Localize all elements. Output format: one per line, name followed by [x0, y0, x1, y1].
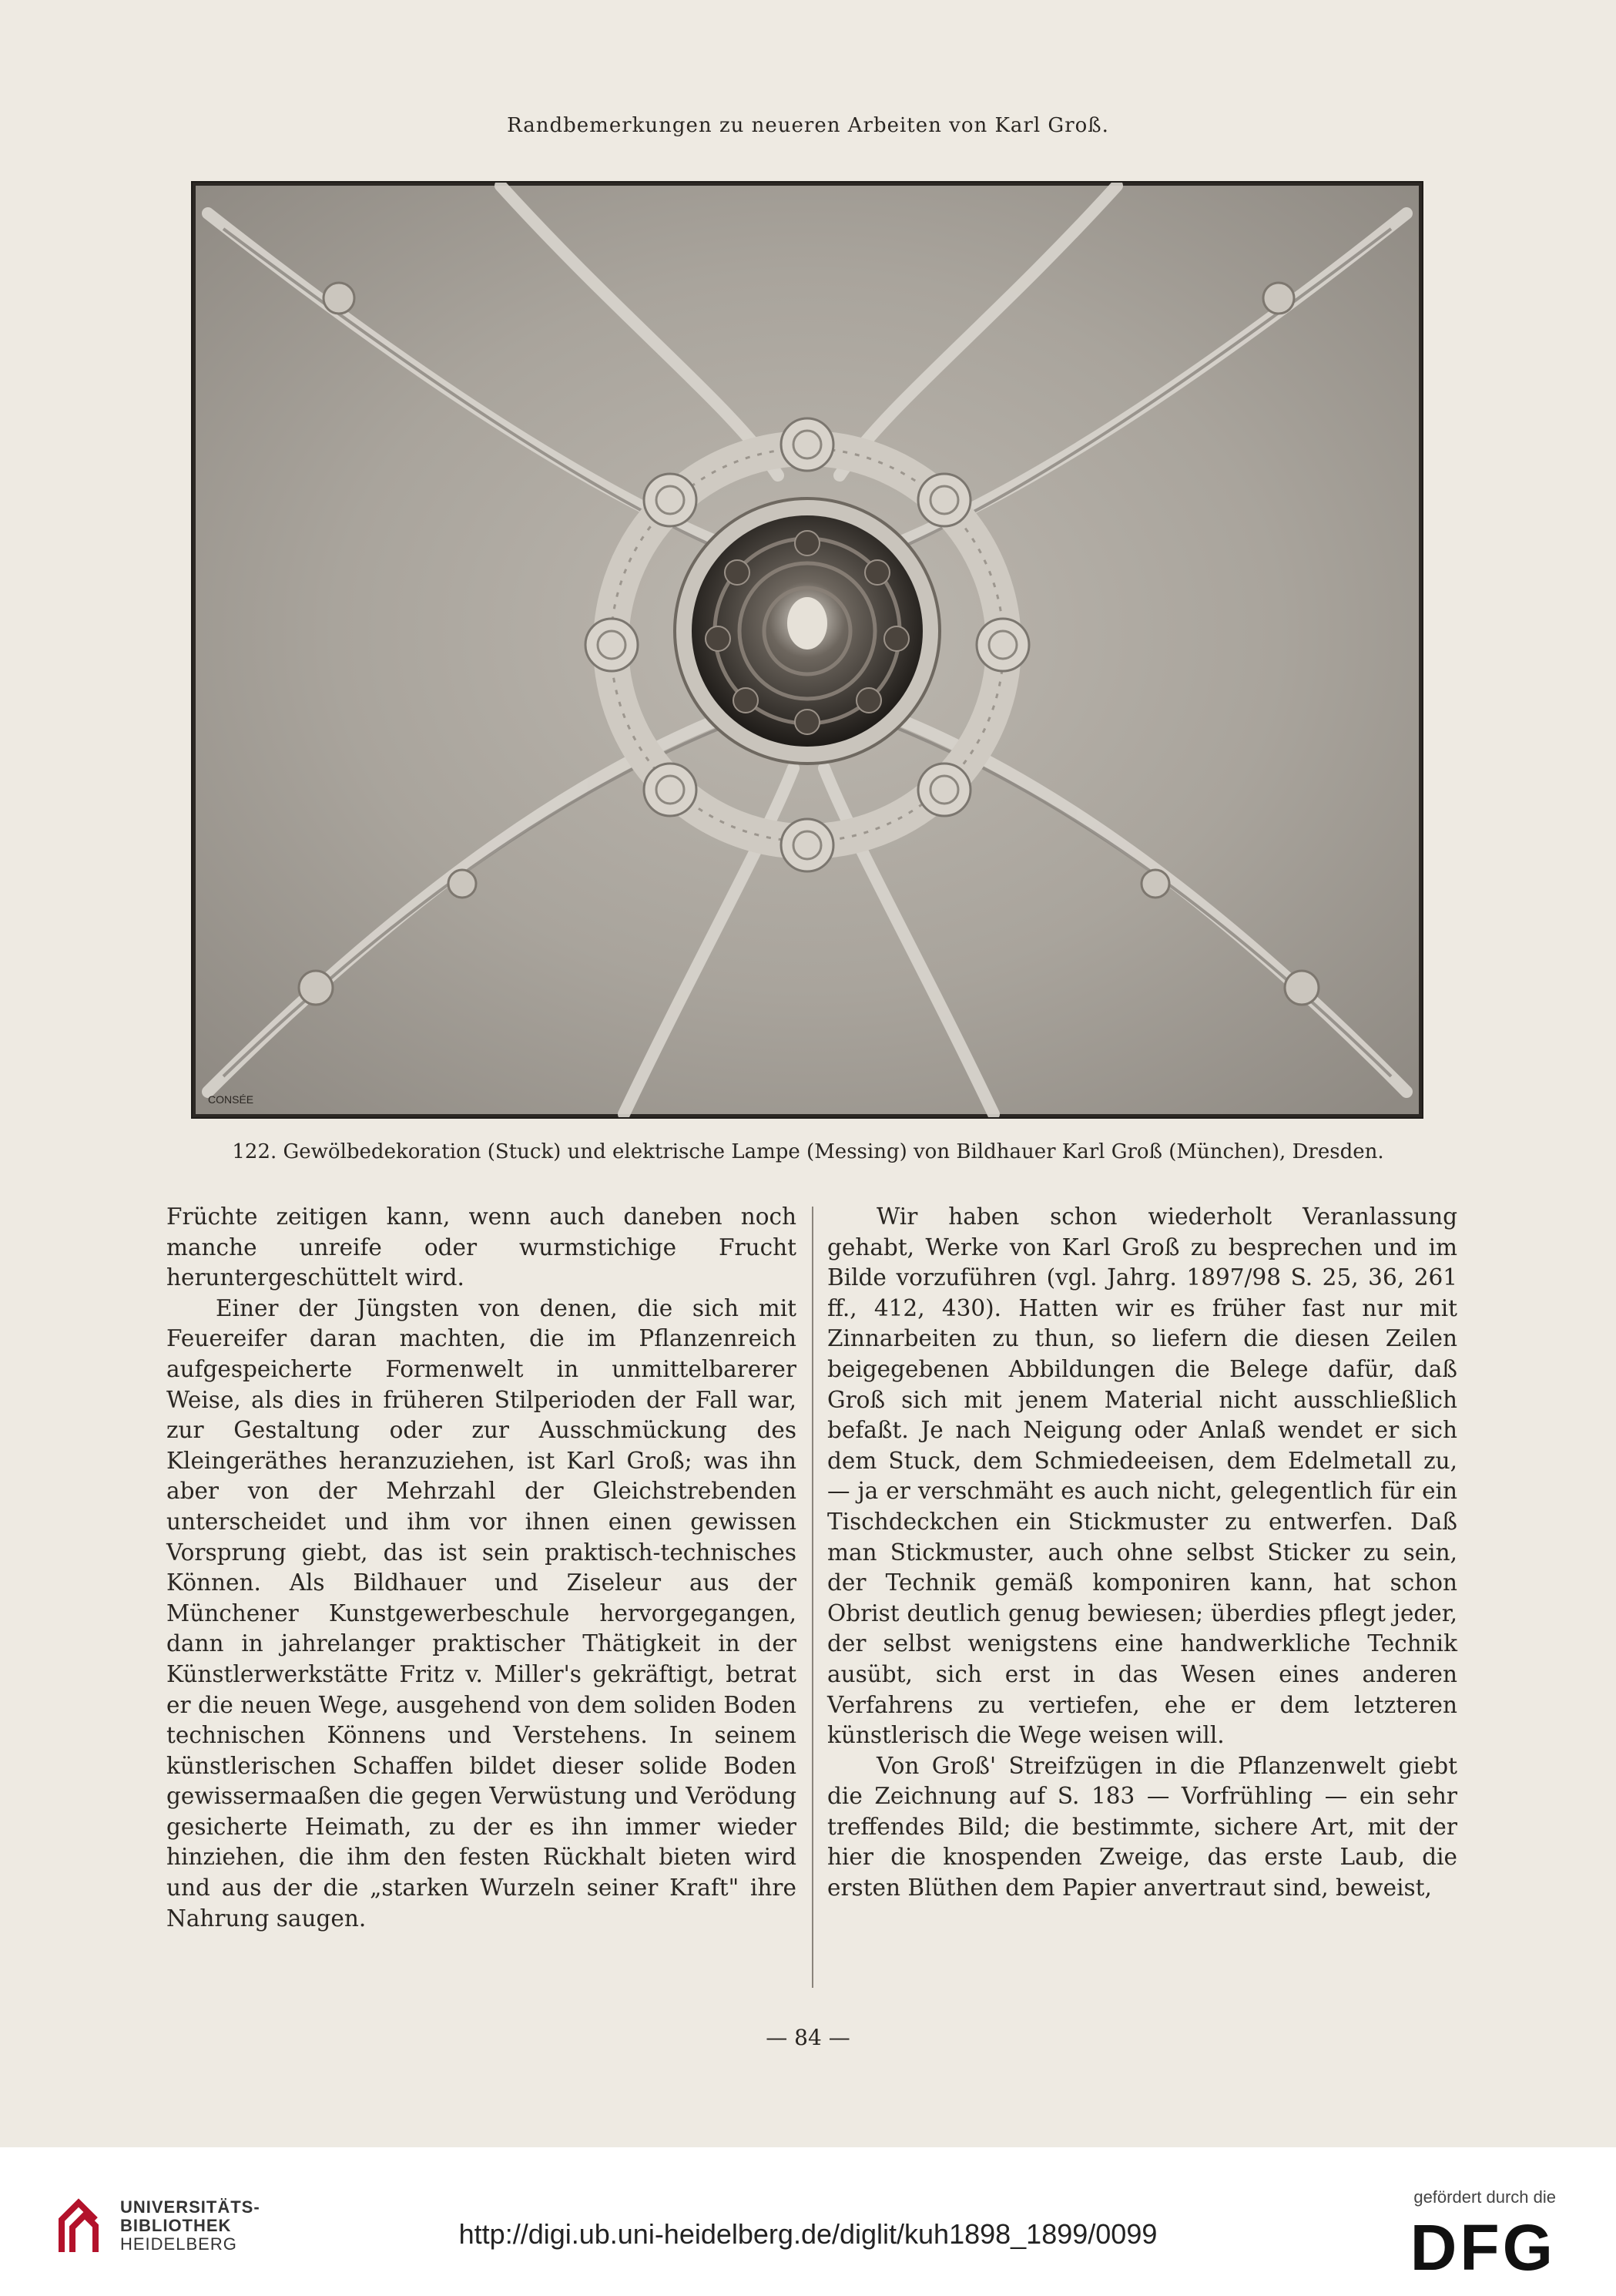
right-paragraph-2: Von Groß' Streifzügen in die Pflanzenwelt giebt die Zeichnung auf S. 183 — Vorfrühling — ein sehr treffendes Bild; die bestimmte, sichere Art, mit der hier die knospenden Zweige, das erste Laub, die ersten Blüthen dem Papier anvertraut sind, beweist, — [827, 1752, 1457, 1902]
photo-signature: CONSÉE — [208, 1093, 254, 1106]
library-name-line1: UNIVERSITÄTS- — [120, 2197, 260, 2217]
ceiling-photograph — [191, 181, 1423, 1119]
digitization-footer — [0, 2147, 1616, 2296]
permalink-url[interactable]: http://digi.ub.uni-heidelberg.de/diglit/kuh1898_1899/0099 — [458, 2218, 1158, 2250]
running-header: Randbemerkungen zu neueren Arbeiten von Karl Groß. — [507, 114, 1109, 137]
left-paragraph-1: Früchte zeitigen kann, wenn auch daneben noch manche unreife oder wurmstichige Frucht heruntergeschüttelt wird. — [166, 1203, 796, 1291]
right-text-column — [827, 1202, 1457, 1904]
funding-label: gefördert durch die — [1413, 2187, 1556, 2207]
right-paragraph-1: Wir haben schon wiederholt Veranlassung gehabt, Werke von Karl Groß zu besprechen und im Bilde vorzuführen (vgl. Jahrg. 1897/98 S. 25, 36, 261 ff., 412, 430). Hatten wir es früher fast nur mit Zinnarbeiten zu thun, so liefern die diesen Zeilen beigegebenen Abbildungen die Belege dafür, daß Groß sich mit jenem Material nicht ausschließlich befaßt. Je nach Neigung oder Anlaß wendet er sich dem Stuck, dem Schmiedeeisen, dem Edelmetall zu, — ja er verschmäht es auch nicht, gelegentlich für ein Tischdeckchen ein Stickmuster zu entwerfen. Daß man Stickmuster, auch ohne selbst Sticker zu sein, der Technik gemäß komponiren kann, hat schon Obrist deutlich genug bewiesen; überdies pflegt jeder, der selbst wenigstens eine handwerkliche Technik ausübt, sich erst in das Wesen eines anderen Verfahrens zu vertiefen, ehe er dem letzteren künstlerisch die Wege weisen will. — [827, 1203, 1457, 1749]
figure-caption: 122. Gewölbedekoration (Stuck) und elektrische Lampe (Messing) von Bildhauer Karl Groß (München), Dresden. — [232, 1140, 1384, 1163]
left-text-column — [166, 1202, 796, 1934]
page-number: — 84 — — [766, 2025, 850, 2050]
library-name-line3: HEIDELBERG — [120, 2234, 237, 2254]
dfg-logo: DFG — [1410, 2211, 1556, 2284]
library-name-line2: BIBLIOTHEK — [120, 2216, 232, 2235]
left-paragraph-2: Einer der Jüngsten von denen, die sich mit Feuereifer daran machten, die im Pflanzenreich aufgespeicherte Formenwelt in unmittelbarerer Weise, als dies in früheren Stilperioden der Fall war, zur Gestaltung oder zur Ausschmückung des Kleingeräthes heranzuziehen, ist Karl Groß; was ihn aber von der Mehrzahl der Gleichstrebenden unterscheidet und ihm vor ihnen einen gewissen Vorsprung giebt, das ist sein praktisch-technisches Können. Als Bildhauer und Ziseleur aus der Münchener Kunstgewerbeschule hervorgegangen, dann in jahrelanger praktischer Thätigkeit in der Künstlerwerkstätte Fritz v. Miller's gekräftigt, betrat er die neuen Wege, ausgehend von dem soliden Boden technischen Könnens und Verstehens. In seinem künstlerischen Schaffen bildet dieser solide Boden gewissermaaßen die gegen Verwüstung und Verödung gesicherte Heimath, zu der es ihn immer wieder hinziehen, die ihm den festen Rückhalt bieten wird und aus der die „starken Wurzeln seiner Kraft" ihre Nahrung saugen. — [166, 1294, 796, 1932]
column-divider — [812, 1207, 813, 1988]
